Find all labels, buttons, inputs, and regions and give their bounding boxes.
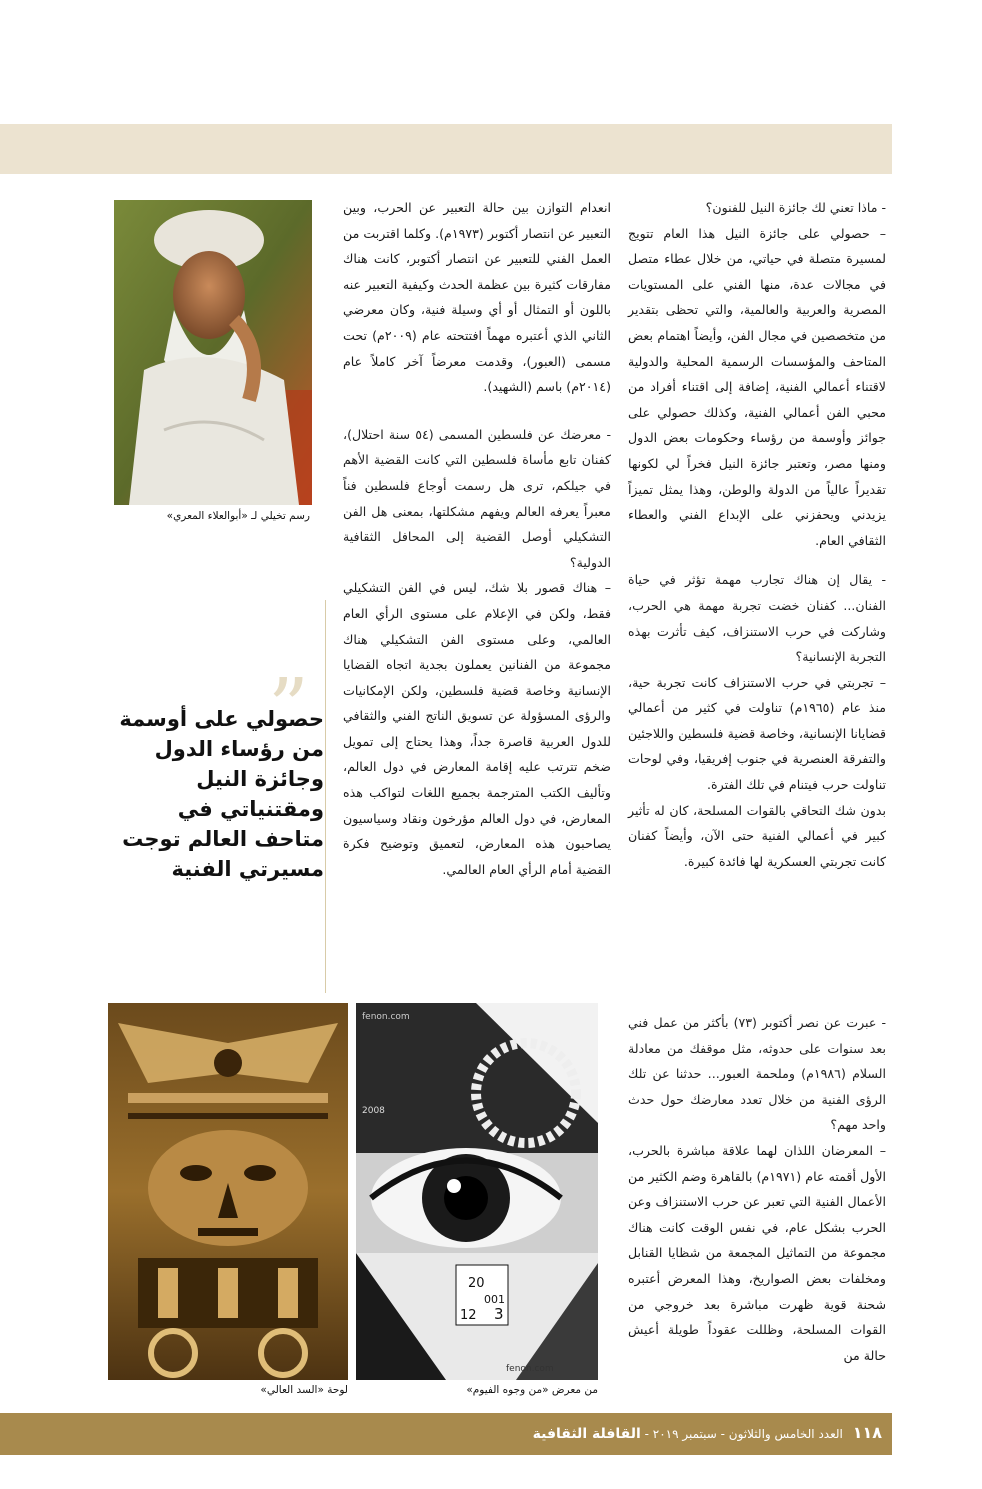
portrait-image	[114, 200, 312, 505]
eye-year: 2008	[362, 1106, 385, 1116]
pull-quote: حصولي على أوسمة من رؤساء الدول وجائزة النيل ومقتنياتي في متاحف العالم توجت مسيرتي الفنية	[119, 707, 324, 881]
eye-numbers-d: 3	[494, 1305, 504, 1323]
portrait-caption: رسم تخيلي لـ «أبوالعلاء المعري»	[166, 510, 310, 522]
eye-image	[356, 1003, 598, 1380]
dam-artwork	[108, 1003, 348, 1380]
eye-numbers-c: 12	[460, 1308, 477, 1323]
footer-text	[533, 1423, 882, 1442]
answer-3: – المعرضان اللذان لهما علاقة مباشرة بالحرب، الأول أقمته عام (١٩٧١م) بالقاهرة وضم الكثير من الأعمال الفنية التي تعبر عن حرب الاستنزاف وعن الحرب بشكل عام، في نفس الوقت كانت هناك مجموعة من التماثيل المجمعة من شظايا القنابل ومخلفات بعض الصواريخ، وهذا المعرض أعتبره شحنة قوية ظهرت مباشرة بعد خروجي من القوات المسلحة، وظللت عقوداً طويلة أعيش حالة من	[628, 1142, 886, 1363]
portrait-painting	[114, 200, 312, 505]
question-mid: - معرضك عن فلسطين المسمى (٥٤ سنة احتلال)، كفنان تابع مأساة فلسطين التي كانت القضية الأهم في جيلكم، ترى هل رسمت أوجاع فلسطين فناً معبراً يعرفه العالم ويفهم مشكلتها، بمعنى هل الفن التشكيلي أوصل القضية إلى المحافل الثقافية الدولية؟	[343, 426, 611, 570]
answer-mid-2: – هناك قصور بلا شك، ليس في الفن التشكيلي فقط، ولكن في الإعلام على مستوى الرأي العام العالمي، وعلى مستوى الفن التشكيلي هناك مجموعة من الفنانين يعملون بجدية اتجاه القضايا الإنسانية وخاصة قضية فلسطين، ولكن الإمكانيات والرؤى المسؤولة عن تسويق الناتج الفني والثقافي للدول العربية قاصرة جداً، وهذا يحتاج إلى تمويل ضخم تترتب عليه إقامة المعارض في دول العالم، وتأليف الكتب المترجمة بجميع اللغات لتواكب هذه المعارض، في دول العالم مؤرخون ونقاد وسياسيون يصاحبون هذه المعارض، لتعميق وتوضيح فكرة القضية أمام الرأي العام العالمي.	[343, 580, 611, 877]
eye-watermark-top: fenon.com	[362, 1012, 410, 1022]
eye-artwork	[356, 1003, 598, 1380]
dam-image	[108, 1003, 348, 1380]
eye-numbers-a: 20	[468, 1276, 485, 1291]
answer-2: – تجربتي في حرب الاستنزاف كانت تجربة حية، منذ عام (١٩٦٥م) تناولت في كثير من أعمالي قضايانا الإنسانية، وخاصة قضية فلسطين واللاجئين والتفرقة العنصرية في جنوب إفريقيا، وفي لوحات تناولت حرب فيتنام في تلك الفترة.	[628, 674, 887, 793]
issue-info: العدد الخامس والثلاثون - سبتمبر ٢٠١٩ -	[644, 1427, 843, 1441]
eye-numbers-b: 001	[484, 1293, 505, 1306]
footer-bar	[0, 1413, 892, 1455]
right-column-lower	[628, 1010, 886, 1368]
dam-caption: لوحة «السد العالي»	[260, 1384, 348, 1396]
question-2: - يقال إن هناك تجارب مهمة تؤثر في حياة الفنان... كفنان خضت تجربة مهمة هي الحرب، وشاركت في حرب الاستنزاف، كيف تأثرت بهذه التجربة الإنسانية؟	[628, 572, 886, 665]
eye-watermark-bottom: fenon.com	[506, 1364, 554, 1374]
page-number: ١١٨	[852, 1423, 882, 1442]
eye-caption: من معرض «من وجوه الفيوم»	[466, 1384, 598, 1396]
middle-column	[343, 195, 611, 882]
quote-mark-icon: ”	[268, 661, 309, 754]
answer-2b: بدون شك التحاقي بالقوات المسلحة، كان له تأثير كبير في أعمالي الفنية حتى الآن، وأيضاً كفنان كانت تجربتي العسكرية لها فائدة كبيرة.	[628, 802, 886, 869]
question-1: - ماذا تعني لك جائزة النيل للفنون؟	[705, 200, 886, 215]
right-column	[628, 195, 886, 874]
column-divider	[325, 600, 326, 993]
magazine-name: القافلة الثقافية	[532, 1426, 641, 1442]
question-3: - عبرت عن نصر أكتوبر (٧٣) بأكثر من عمل فني بعد سنوات على حدوثه، مثل موقفك من معادلة السلام (١٩٨٦م) وملحمة العبور... حدثنا عن تلك الرؤى الفنية من خلال تعدد معارضك حول حدث واحد مهم؟	[628, 1015, 887, 1133]
answer-1: – حصولي على جائزة النيل هذا العام تتويج لمسيرة متصلة في حياتي، من خلال عطاء متصل في مجالات عدة، منها الفني على المستويات المصرية والعربية والعالمية، والتي تحظى بتقدير من متخصصين في مجال الفن، وأيضاً اهتمام بعض المتاحف والمؤسسات الرسمية المحلية والدولية لاقتناء أعمالي الفنية، إضافة إلى اقتناء أفراد من محبي الفن أعمالي الفنية، وكذلك حصولي على جوائز وأوسمة من رؤساء وحكومات بعض الدول ومنها مصر، وتعتبر جائزة النيل فخراً لي لكونها تقديراً عالياً من الدولة والوطن، وهذا يمثل تميزاً يزيدني ويحفزني على الإبداع الفني والعطاء الثقافي العام.	[628, 225, 886, 548]
answer-mid-1: انعدام التوازن بين حالة التعبير عن الحرب، وبين التعبير عن انتصار أكتوبر (١٩٧٣م). وكلما اقتربت من العمل الفني للتعبير عن انتصار أكتوبر، كانت هناك مفارقات كثيرة بين عظمة الحدث وكيفية التعبير عنه باللون أو التمثال أو أي وسيلة فنية، وكان معرضي الثاني الذي أعتبره مهماً افتتحته عام (٢٠٠٩م) تحت مسمى (العبور)، وقدمت معرضاً آخر كاملاً عام (٢٠١٤م) باسم (الشهيد).	[343, 200, 612, 395]
header-band	[0, 124, 892, 174]
